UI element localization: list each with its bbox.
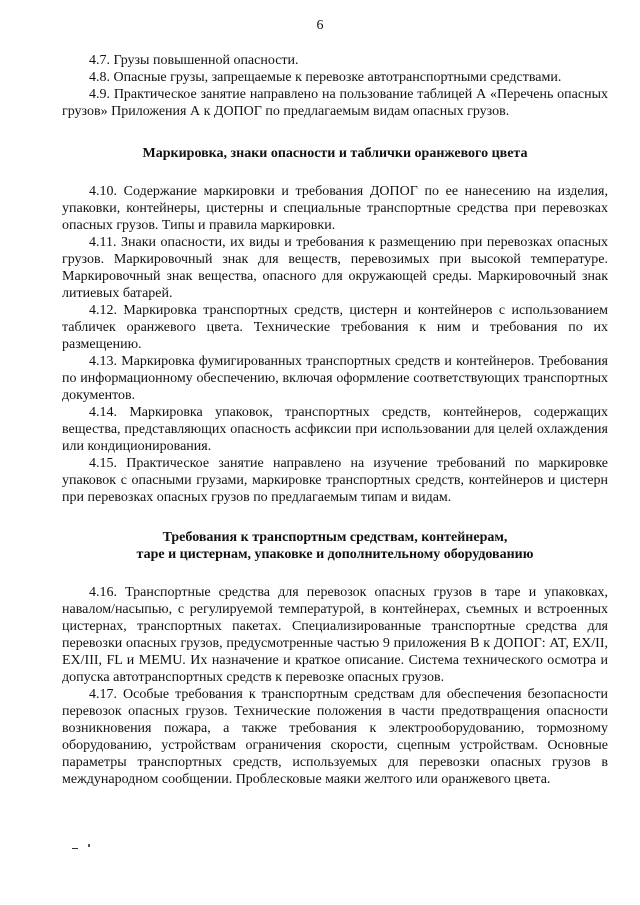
paragraph-4-9: 4.9. Практическое занятие направлено на пользование таблицей А «Перечень опасных грузов» Приложения А к ДОПОГ по предлагаемым видам опасных грузов.: [62, 87, 608, 119]
section-heading-vehicles-line1: Требования к транспортным средствам, контейнерам,: [162, 530, 508, 545]
paragraph-4-13: 4.13. Маркировка фумигированных транспортных средств и контейнеров. Требования по информационному обеспечению, включая оформление соответствующих транспортных документов.: [62, 354, 608, 403]
scan-mark: [72, 848, 78, 849]
paragraph-4-15: 4.15. Практическое занятие направлено на изучение требований по маркировке упаковок с опасными грузами, маркировке транспортных средств, контейнеров и цистерн при перевозках опасных грузов по предлагаемым типам и видам.: [62, 456, 608, 505]
paragraph-4-12: 4.12. Маркировка транспортных средств, цистерн и контейнеров с использованием табличек оранжевого цвета. Технические требования к ним и требования по их размещению.: [62, 303, 608, 352]
paragraph-4-7: 4.7. Грузы повышенной опасности.: [89, 53, 299, 68]
scan-mark: [88, 844, 90, 847]
paragraph-4-10: 4.10. Содержание маркировки и требования ДОПОГ по ее нанесению на изделия, упаковки, контейнеры, цистерны и специальные транспортные средства при перевозках опасных грузов. Типы и правила маркировки.: [62, 184, 608, 233]
paragraph-4-11: 4.11. Знаки опасности, их виды и требования к размещению при перевозках опасных грузов. Маркировочный знак для веществ, перевозимых при высокой температуре. Маркировочный знак вещества, опасного для окружающей среды. Маркировочный знак литиевых батарей.: [62, 235, 608, 301]
section-heading-marking: Маркировка, знаки опасности и таблички оранжевого цвета: [142, 146, 528, 161]
paragraph-4-16: 4.16. Транспортные средства для перевозок опасных грузов в таре и упаковках, навалом/насыпью, с регулируемой температурой, в контейнерах, съемных и встроенных цистернах, транспортных пакетах. Специализированные транспортные средства для перевозки опасных грузов, предусмотренные частью 9 приложения В к ДОПОГ: AT, EX/II, EX/III, FL и MEMU. Их назначение и краткое описание. Система технического осмотра и допуска автотранспортных средств к перевозке опасных грузов.: [62, 585, 608, 685]
paragraph-4-17: 4.17. Особые требования к транспортным средствам для обеспечения безопасности перевозок опасных грузов. Технические положения в части предотвращения опасности возникновения пожара, а также требования к электрооборудованию, тормозному оборудованию, устройствам ограничения скорости, сцепным устройствам. Основные параметры транспортных средств, используемых для перевозки опасных грузов в международном сообщении. Проблесковые маяки желтого или оранжевого цвета.: [62, 687, 608, 787]
document-body: [62, 52, 608, 788]
paragraph-4-14: 4.14. Маркировка упаковок, транспортных средств, контейнеров, содержащих вещества, представляющих опасность асфиксии при использовании для целей охлаждения или кондиционирования.: [62, 405, 608, 454]
paragraph-4-8: 4.8. Опасные грузы, запрещаемые к перевозке автотранспортными средствами.: [89, 70, 562, 85]
page-number: 6: [316, 18, 324, 33]
section-heading-vehicles-line2: таре и цистернам, упаковке и дополнительному оборудованию: [136, 547, 534, 562]
